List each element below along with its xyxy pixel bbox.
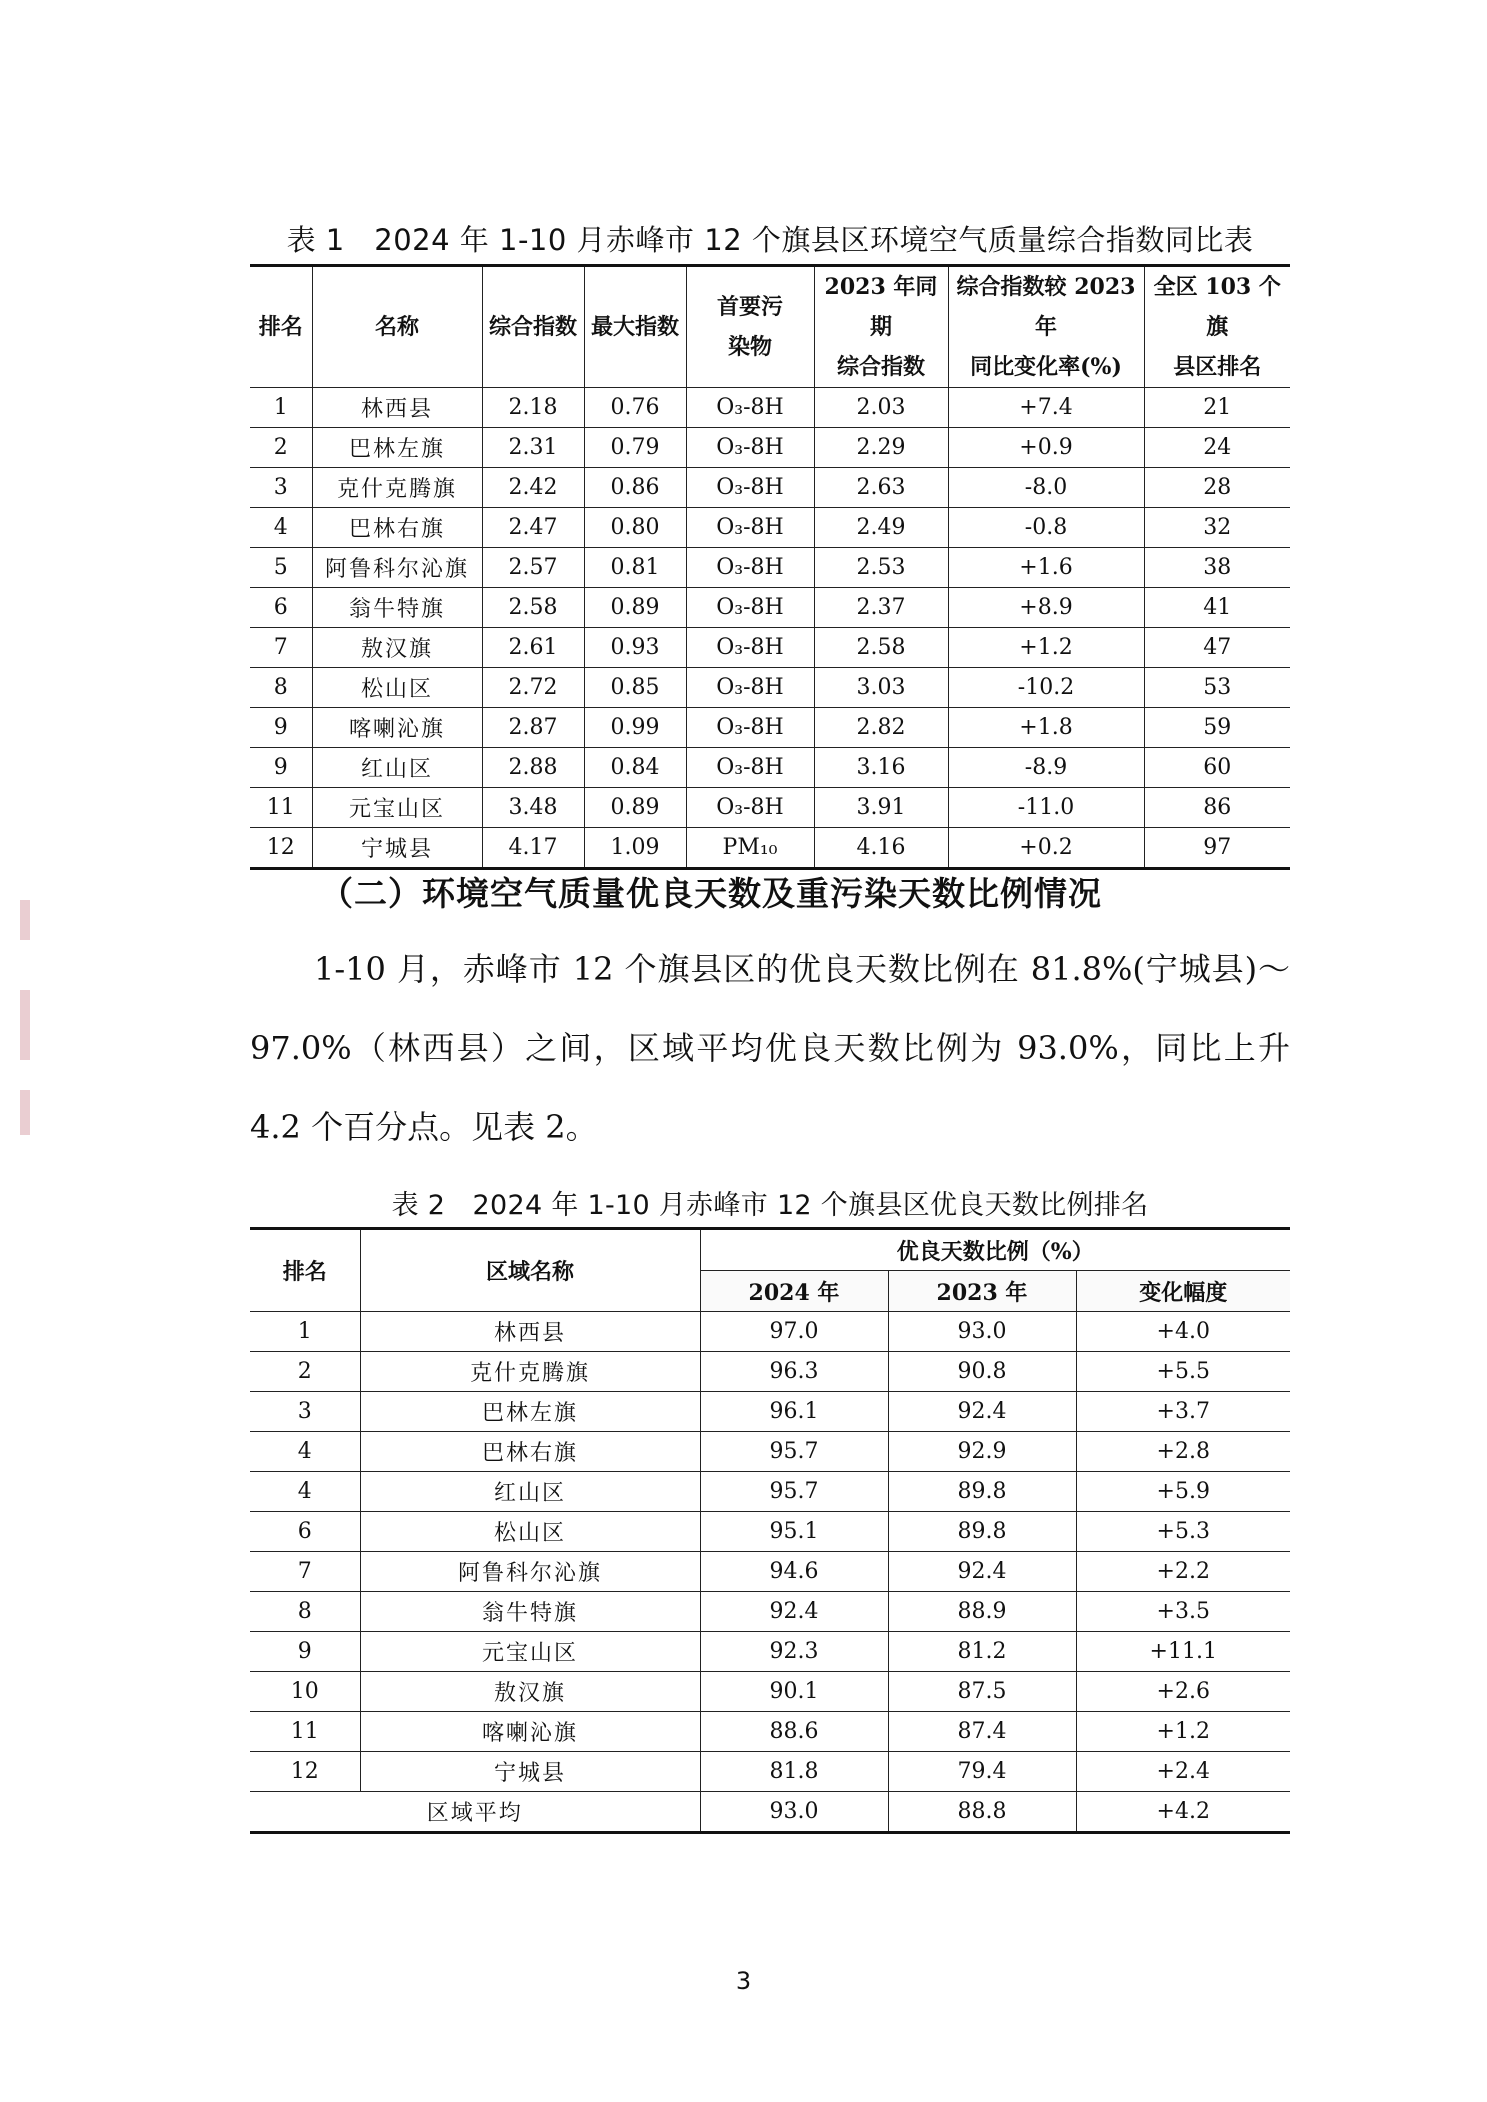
table-row xyxy=(250,628,1290,668)
header-rank: 排名 xyxy=(250,266,312,388)
table-row xyxy=(250,1352,1290,1392)
cell-2023: 90.8 xyxy=(888,1352,1076,1392)
section-paragraph: 1-10 月，赤峰市 12 个旗县区的优良天数比例在 81.8%(宁城县)～97.0%（林西县）之间，区域平均优良天数比例为 93.0%，同比上升 4.2 个百分点。见表 2。 xyxy=(250,950,1290,1146)
cell-change: +2.2 xyxy=(1076,1552,1290,1592)
header-prev-year-index xyxy=(814,266,948,388)
table-row xyxy=(250,548,1290,588)
cell-region-rank: 97 xyxy=(1144,828,1290,869)
cell-2023: 89.8 xyxy=(888,1512,1076,1552)
cell-name: 松山区 xyxy=(312,668,482,708)
cell-2023: 87.5 xyxy=(888,1672,1076,1712)
cell-rank: 9 xyxy=(250,1632,360,1672)
cell-change: +3.5 xyxy=(1076,1592,1290,1632)
cell-prev: 3.16 xyxy=(814,748,948,788)
cell-max: 1.09 xyxy=(584,828,686,869)
cell-rank: 11 xyxy=(250,788,312,828)
cell-primary: O₃-8H xyxy=(686,708,814,748)
cell-name: 喀喇沁旗 xyxy=(312,708,482,748)
cell-average-2024: 93.0 xyxy=(700,1792,888,1833)
cell-average-2023: 88.8 xyxy=(888,1792,1076,1833)
cell-name: 巴林右旗 xyxy=(312,508,482,548)
cell-2023: 92.9 xyxy=(888,1432,1076,1472)
cell-max: 0.85 xyxy=(584,668,686,708)
table1-air-quality-index xyxy=(250,264,1290,870)
cell-change: -10.2 xyxy=(948,668,1144,708)
cell-rank: 6 xyxy=(250,588,312,628)
cell-max: 0.79 xyxy=(584,428,686,468)
cell-change: -11.0 xyxy=(948,788,1144,828)
table-row xyxy=(250,1552,1290,1592)
table-row xyxy=(250,1472,1290,1512)
cell-change: +0.2 xyxy=(948,828,1144,869)
header-primary-line1: 首要污 xyxy=(716,294,783,320)
cell-region-rank: 59 xyxy=(1144,708,1290,748)
cell-rank: 9 xyxy=(250,748,312,788)
table-row xyxy=(250,388,1290,428)
cell-composite: 2.31 xyxy=(482,428,584,468)
cell-name: 敖汉旗 xyxy=(312,628,482,668)
cell-change: +1.2 xyxy=(948,628,1144,668)
cell-prev: 2.63 xyxy=(814,468,948,508)
table-row xyxy=(250,508,1290,548)
cell-prev: 2.82 xyxy=(814,708,948,748)
cell-composite: 4.17 xyxy=(482,828,584,869)
cell-max: 0.89 xyxy=(584,588,686,628)
cell-name: 巴林左旗 xyxy=(312,428,482,468)
cell-region-rank: 53 xyxy=(1144,668,1290,708)
header-prev-line2: 综合指数 xyxy=(836,354,925,380)
table-row xyxy=(250,588,1290,628)
cell-rank: 4 xyxy=(250,508,312,548)
header-change-rate xyxy=(948,266,1144,388)
cell-2024: 95.1 xyxy=(700,1512,888,1552)
cell-rank: 1 xyxy=(250,1312,360,1352)
cell-name: 巴林右旗 xyxy=(360,1432,700,1472)
cell-primary: O₃-8H xyxy=(686,468,814,508)
cell-name: 松山区 xyxy=(360,1512,700,1552)
header-primary-pollutant xyxy=(686,266,814,388)
cell-max: 0.76 xyxy=(584,388,686,428)
cell-max: 0.99 xyxy=(584,708,686,748)
cell-max: 0.80 xyxy=(584,508,686,548)
cell-region-rank: 41 xyxy=(1144,588,1290,628)
cell-region-rank: 32 xyxy=(1144,508,1290,548)
cell-region-rank: 38 xyxy=(1144,548,1290,588)
cell-name: 翁牛特旗 xyxy=(312,588,482,628)
cell-name: 克什克腾旗 xyxy=(312,468,482,508)
scan-margin-mark xyxy=(20,990,30,1060)
cell-2023: 89.8 xyxy=(888,1472,1076,1512)
table-row xyxy=(250,828,1290,869)
cell-primary: O₃-8H xyxy=(686,388,814,428)
table-row xyxy=(250,1312,1290,1352)
cell-average-label: 区域平均 xyxy=(250,1792,700,1833)
cell-prev: 4.16 xyxy=(814,828,948,869)
cell-change: +3.7 xyxy=(1076,1392,1290,1432)
cell-rank: 8 xyxy=(250,1592,360,1632)
cell-2023: 87.4 xyxy=(888,1712,1076,1752)
cell-2023: 88.9 xyxy=(888,1592,1076,1632)
cell-name: 阿鲁科尔沁旗 xyxy=(360,1552,700,1592)
cell-average-change: +4.2 xyxy=(1076,1792,1290,1833)
cell-name: 阿鲁科尔沁旗 xyxy=(312,548,482,588)
cell-change: +1.8 xyxy=(948,708,1144,748)
cell-2024: 94.6 xyxy=(700,1552,888,1592)
cell-change: +11.1 xyxy=(1076,1632,1290,1672)
cell-name: 巴林左旗 xyxy=(360,1392,700,1432)
cell-prev: 3.91 xyxy=(814,788,948,828)
header-good-days-group: 优良天数比例（%） xyxy=(700,1229,1290,1271)
table2-good-days-ranking xyxy=(250,1227,1290,1834)
cell-rank: 11 xyxy=(250,1712,360,1752)
cell-prev: 2.53 xyxy=(814,548,948,588)
cell-name: 喀喇沁旗 xyxy=(360,1712,700,1752)
cell-name: 翁牛特旗 xyxy=(360,1592,700,1632)
cell-prev: 2.03 xyxy=(814,388,948,428)
cell-change: +5.5 xyxy=(1076,1352,1290,1392)
table-row xyxy=(250,668,1290,708)
header-region-line1: 全区 103 个旗 xyxy=(1153,274,1281,340)
header-2023: 2023 年 xyxy=(888,1271,1076,1312)
cell-rank: 7 xyxy=(250,1552,360,1592)
table-row xyxy=(250,428,1290,468)
cell-rank: 12 xyxy=(250,1752,360,1792)
table-row xyxy=(250,748,1290,788)
header-rank: 排名 xyxy=(250,1229,360,1312)
table-row xyxy=(250,1712,1290,1752)
cell-change: +2.6 xyxy=(1076,1672,1290,1712)
cell-rank: 8 xyxy=(250,668,312,708)
cell-change: -0.8 xyxy=(948,508,1144,548)
cell-primary: PM₁₀ xyxy=(686,828,814,869)
cell-2023: 93.0 xyxy=(888,1312,1076,1352)
header-region-line2: 县区排名 xyxy=(1173,354,1262,380)
cell-composite: 2.87 xyxy=(482,708,584,748)
header-region-rank xyxy=(1144,266,1290,388)
header-prev-line1: 2023 年同期 xyxy=(824,274,938,340)
cell-2024: 88.6 xyxy=(700,1712,888,1752)
cell-max: 0.84 xyxy=(584,748,686,788)
cell-change: +1.2 xyxy=(1076,1712,1290,1752)
cell-composite: 2.47 xyxy=(482,508,584,548)
table-row xyxy=(250,468,1290,508)
cell-composite: 2.58 xyxy=(482,588,584,628)
table-row xyxy=(250,788,1290,828)
cell-rank: 2 xyxy=(250,428,312,468)
cell-composite: 2.42 xyxy=(482,468,584,508)
table-row xyxy=(250,1672,1290,1712)
table-row xyxy=(250,1752,1290,1792)
cell-primary: O₃-8H xyxy=(686,668,814,708)
cell-rank: 7 xyxy=(250,628,312,668)
cell-prev: 2.29 xyxy=(814,428,948,468)
cell-primary: O₃-8H xyxy=(686,628,814,668)
scan-margin-mark xyxy=(20,1090,30,1135)
cell-composite: 2.72 xyxy=(482,668,584,708)
header-change-line1: 综合指数较 2023 年 xyxy=(956,274,1136,340)
cell-primary: O₃-8H xyxy=(686,788,814,828)
cell-name: 元宝山区 xyxy=(360,1632,700,1672)
header-name: 名称 xyxy=(312,266,482,388)
cell-composite: 2.57 xyxy=(482,548,584,588)
cell-2024: 92.4 xyxy=(700,1592,888,1632)
table-row xyxy=(250,1512,1290,1552)
cell-name: 宁城县 xyxy=(312,828,482,869)
cell-region-rank: 21 xyxy=(1144,388,1290,428)
cell-change: +1.6 xyxy=(948,548,1144,588)
cell-2023: 92.4 xyxy=(888,1392,1076,1432)
cell-2024: 97.0 xyxy=(700,1312,888,1352)
header-2024: 2024 年 xyxy=(700,1271,888,1312)
cell-name: 元宝山区 xyxy=(312,788,482,828)
cell-region-rank: 60 xyxy=(1144,748,1290,788)
cell-prev: 3.03 xyxy=(814,668,948,708)
table2-caption: 表 2 2024 年 1-10 月赤峰市 12 个旗县区优良天数比例排名 xyxy=(391,1190,1149,1221)
header-primary-line2: 染物 xyxy=(727,334,772,360)
cell-change: -8.0 xyxy=(948,468,1144,508)
cell-primary: O₃-8H xyxy=(686,748,814,788)
table1-header-row xyxy=(250,266,1290,388)
cell-2024: 90.1 xyxy=(700,1672,888,1712)
table1-caption: 表 1 2024 年 1-10 月赤峰市 12 个旗县区环境空气质量综合指数同比表 xyxy=(286,223,1254,257)
cell-rank: 2 xyxy=(250,1352,360,1392)
cell-composite: 2.88 xyxy=(482,748,584,788)
cell-name: 林西县 xyxy=(312,388,482,428)
table-row xyxy=(250,1392,1290,1432)
cell-composite: 3.48 xyxy=(482,788,584,828)
cell-2024: 95.7 xyxy=(700,1432,888,1472)
cell-rank: 3 xyxy=(250,1392,360,1432)
cell-2023: 81.2 xyxy=(888,1632,1076,1672)
cell-rank: 4 xyxy=(250,1472,360,1512)
cell-2024: 96.3 xyxy=(700,1352,888,1392)
cell-rank: 10 xyxy=(250,1672,360,1712)
cell-change: +0.9 xyxy=(948,428,1144,468)
table-row xyxy=(250,708,1290,748)
cell-primary: O₃-8H xyxy=(686,548,814,588)
section-heading: （二）环境空气质量优良天数及重污染天数比例情况 xyxy=(320,874,1102,913)
scan-margin-mark xyxy=(20,900,30,940)
cell-region-rank: 28 xyxy=(1144,468,1290,508)
cell-change: +2.8 xyxy=(1076,1432,1290,1472)
cell-max: 0.81 xyxy=(584,548,686,588)
cell-2024: 95.7 xyxy=(700,1472,888,1512)
cell-prev: 2.49 xyxy=(814,508,948,548)
table-row xyxy=(250,1592,1290,1632)
cell-name: 林西县 xyxy=(360,1312,700,1352)
cell-rank: 12 xyxy=(250,828,312,869)
cell-prev: 2.37 xyxy=(814,588,948,628)
cell-rank: 3 xyxy=(250,468,312,508)
header-composite-index: 综合指数 xyxy=(482,266,584,388)
cell-2023: 79.4 xyxy=(888,1752,1076,1792)
cell-composite: 2.18 xyxy=(482,388,584,428)
table2-header-row xyxy=(250,1229,1290,1271)
header-change: 变化幅度 xyxy=(1076,1271,1290,1312)
cell-composite: 2.61 xyxy=(482,628,584,668)
cell-name: 敖汉旗 xyxy=(360,1672,700,1712)
cell-change: -8.9 xyxy=(948,748,1144,788)
cell-change: +8.9 xyxy=(948,588,1144,628)
cell-max: 0.93 xyxy=(584,628,686,668)
table-row-average xyxy=(250,1792,1290,1833)
cell-rank: 4 xyxy=(250,1432,360,1472)
header-max-index: 最大指数 xyxy=(584,266,686,388)
cell-primary: O₃-8H xyxy=(686,508,814,548)
cell-name: 红山区 xyxy=(360,1472,700,1512)
cell-max: 0.89 xyxy=(584,788,686,828)
header-region-name: 区域名称 xyxy=(360,1229,700,1312)
table-row xyxy=(250,1632,1290,1672)
cell-rank: 5 xyxy=(250,548,312,588)
cell-2024: 81.8 xyxy=(700,1752,888,1792)
cell-change: +2.4 xyxy=(1076,1752,1290,1792)
cell-primary: O₃-8H xyxy=(686,588,814,628)
table-row xyxy=(250,1432,1290,1472)
cell-prev: 2.58 xyxy=(814,628,948,668)
cell-2024: 96.1 xyxy=(700,1392,888,1432)
cell-rank: 9 xyxy=(250,708,312,748)
cell-rank: 6 xyxy=(250,1512,360,1552)
cell-primary: O₃-8H xyxy=(686,428,814,468)
cell-change: +7.4 xyxy=(948,388,1144,428)
cell-2024: 92.3 xyxy=(700,1632,888,1672)
cell-name: 红山区 xyxy=(312,748,482,788)
cell-region-rank: 86 xyxy=(1144,788,1290,828)
header-change-line2: 同比变化率(%) xyxy=(970,354,1122,380)
cell-region-rank: 47 xyxy=(1144,628,1290,668)
cell-rank: 1 xyxy=(250,388,312,428)
cell-name: 宁城县 xyxy=(360,1752,700,1792)
page-number: 3 xyxy=(735,1967,752,1995)
cell-max: 0.86 xyxy=(584,468,686,508)
cell-region-rank: 24 xyxy=(1144,428,1290,468)
cell-change: +5.9 xyxy=(1076,1472,1290,1512)
cell-2023: 92.4 xyxy=(888,1552,1076,1592)
cell-name: 克什克腾旗 xyxy=(360,1352,700,1392)
cell-change: +4.0 xyxy=(1076,1312,1290,1352)
cell-change: +5.3 xyxy=(1076,1512,1290,1552)
